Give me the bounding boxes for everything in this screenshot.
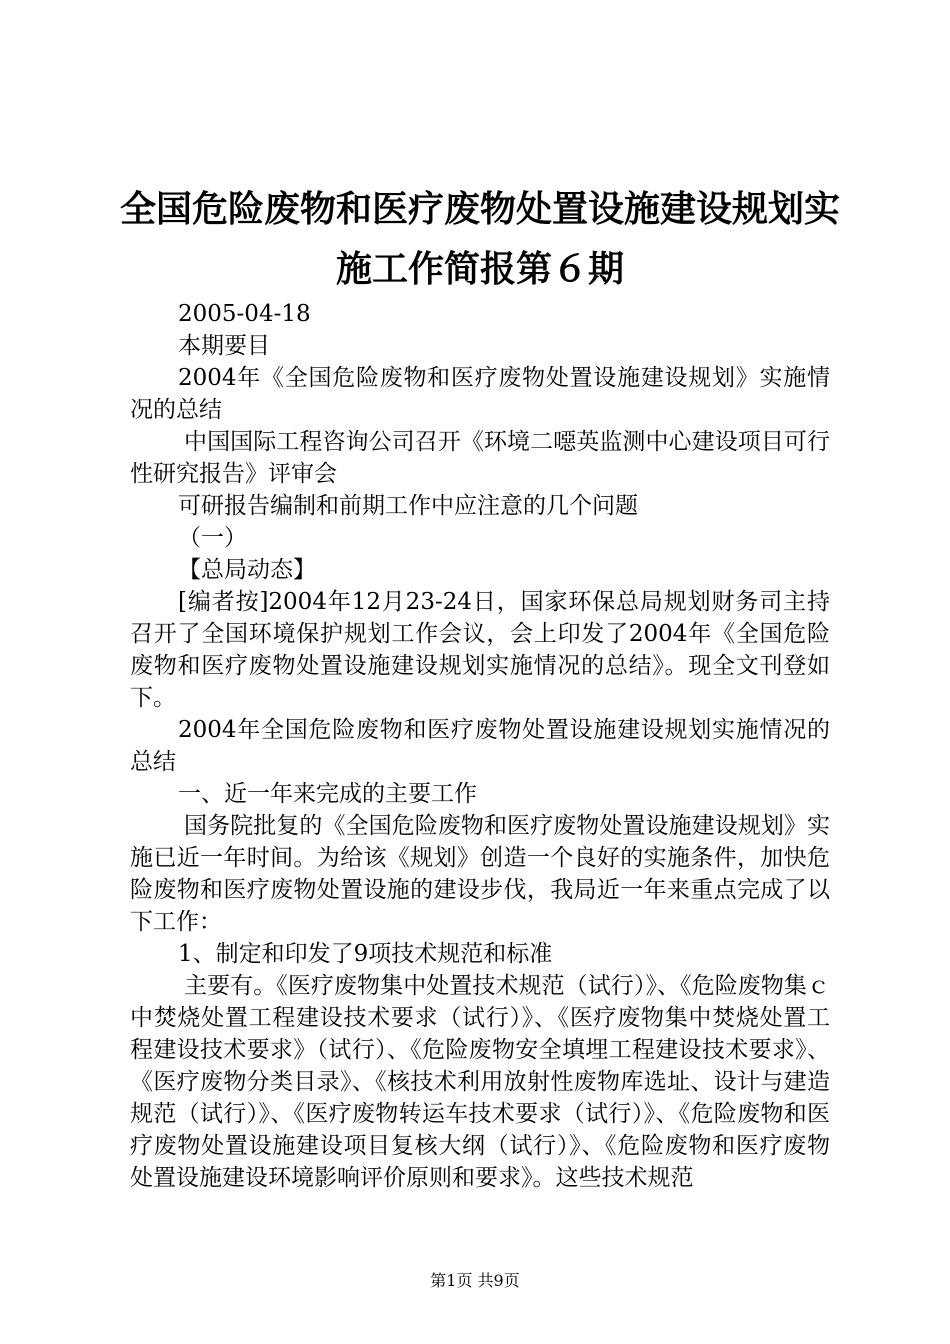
contents-item-3: 可研报告编制和前期工作中应注意的几个问题 bbox=[178, 493, 638, 519]
document-body bbox=[130, 298, 830, 1194]
issue-contents-heading: 本期要目 bbox=[178, 333, 270, 359]
section-number: （一） bbox=[178, 525, 247, 551]
section-heading: 【总局动态】 bbox=[178, 557, 316, 583]
document-title-line-2: 施工作简报第６期 bbox=[335, 249, 624, 290]
page-footer: 第1页 共9页 bbox=[430, 1271, 520, 1290]
contents-item-2: 中国国际工程咨询公司召开《环境二噁英监测中心建设项目可行性研究报告》评审会 bbox=[130, 429, 830, 487]
numbered-heading: 1、制定和印发了9项技术规范和标准 bbox=[178, 941, 553, 967]
body-paragraph: 国务院批复的《全国危险废物和医疗废物处置设施建设规划》实施已近一年时间。为给该《规划》创造一个良好的实施条件，加快危险废物和医疗废物处置设施的建设步伐，我局近一年来重点完成了以下工作： bbox=[130, 813, 830, 935]
date-line: 2005-04-18 bbox=[178, 301, 311, 327]
editor-note-paragraph: [编者按]2004年12月23-24日，国家环保总局规划财务司主持召开了全国环境保护规划工作会议，会上印发了2004年《全国危险废物和医疗废物处置设施建设规划实施情况的总结》。现全文刊登如下。 bbox=[130, 589, 830, 711]
subsection-heading: 一、近一年来完成的主要工作 bbox=[178, 781, 477, 807]
document-title-line-1: 全国危险废物和医疗废物处置设施建设规划实 bbox=[119, 189, 840, 230]
body-paragraph: 主要有。《医疗废物集中处置技术规范（试行）》、《危险废物集ｃ中焚烧处置工程建设技术要求（试行）》、《医疗废物集中焚烧处置工程建设技术要求》（试行）、《危险废物安全填埋工程建设技术要求》、《医疗废物分类目录》、《核技术利用放射性废物库选址、设计与建造规范（试行）》、《医疗废物转运车技术要求（试行）》、《危险废物和医疗废物处置设施建设项目复核大纲（试行）》、《危险废物和医疗废物处置设施建设环境影响评价原则和要求》。这些技术规范 bbox=[130, 973, 830, 1191]
contents-item-1: 2004年《全国危险废物和医疗废物处置设施建设规划》实施情况的总结 bbox=[130, 365, 830, 423]
article-title: 2004年全国危险废物和医疗废物处置设施建设规划实施情况的总结 bbox=[130, 717, 830, 775]
